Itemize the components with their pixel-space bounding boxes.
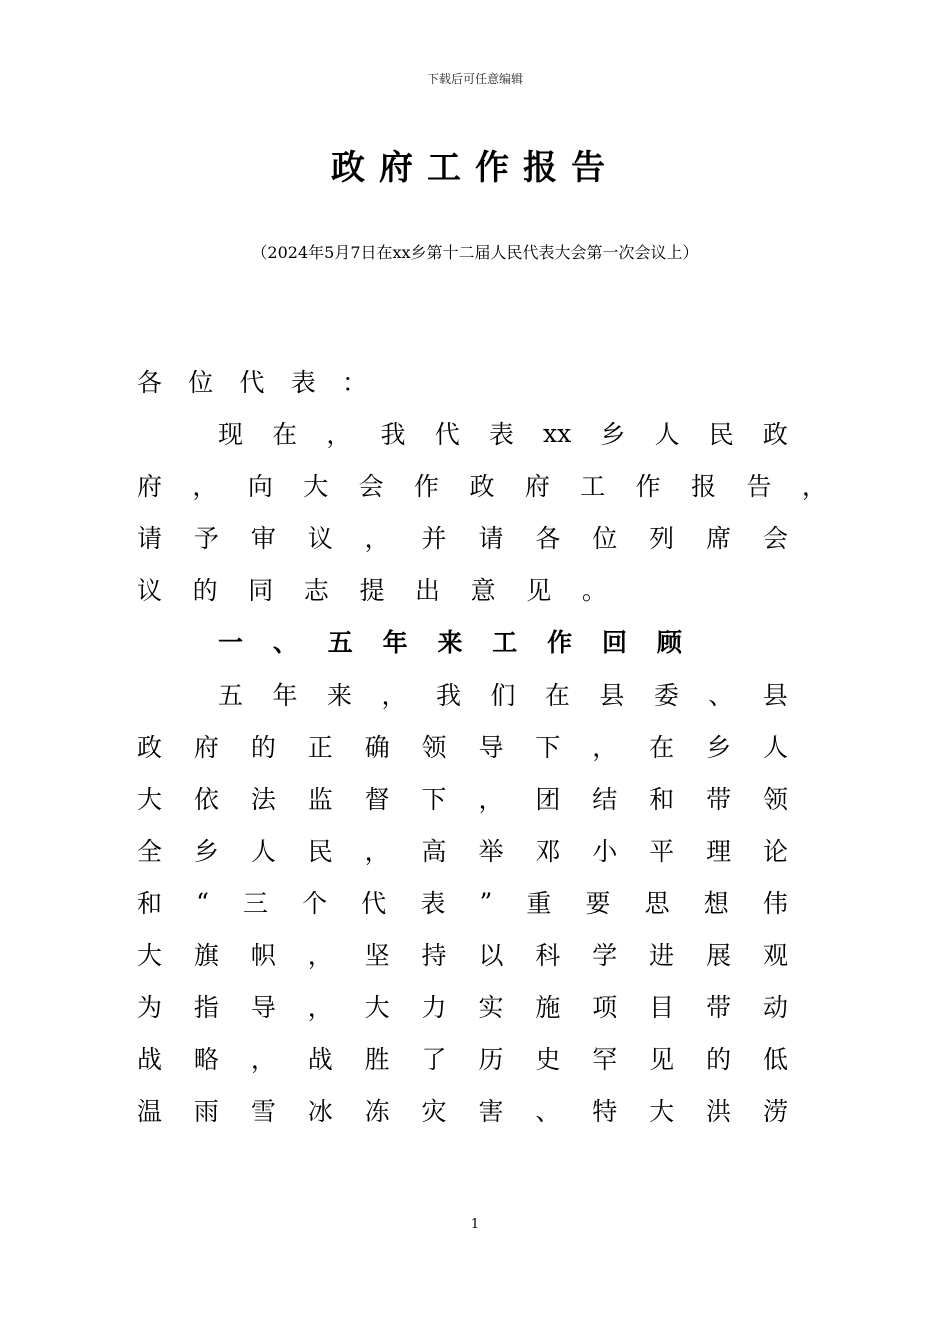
paragraph-line: 为 指 导 ， 大 力 实 施 项 目 带 动 [137,993,788,1022]
document-subtitle: （2024年5月7日在xx乡第十二届人民代表大会第一次会议上） [251,243,699,262]
paragraph-line: 和 “ 三 个 代 表 ” 重 要 思 想 伟 [137,887,788,918]
salutation: 各 位 代 表 ： [137,368,367,397]
paragraph-line: 战 略 ， 战 胜 了 历 史 罕 见 的 低 [137,1045,788,1074]
paragraph-line: 请 予 审 议 ， 并 请 各 位 列 席 会 [137,524,788,553]
paragraph-line: 府 ， 向 大 会 作 政 府 工 作 报 告 ， [137,472,827,501]
page-number: 1 [470,1217,480,1232]
paragraph-line: 大 依 法 监 督 下 ， 团 结 和 带 领 [137,785,788,814]
paragraph-line: 政 府 的 正 确 领 导 下 ， 在 乡 人 [137,733,788,762]
paragraph-line: 议 的 同 志 提 出 意 见 。 [137,576,607,605]
paragraph-line: 全 乡 人 民 ， 高 举 邓 小 平 理 论 [137,837,788,866]
section-heading: 一 、 五 年 来 工 作 回 顾 [218,628,682,657]
document-title: 政府工作报告 [331,148,619,188]
paragraph-line: 五 年 来 ， 我 们 在 县 委 、 县 [218,681,788,710]
paragraph-line: 温 雨 雪 冰 冻 灾 害 、 特 大 洪 涝 [137,1097,788,1126]
paragraph-line: 大 旗 帜 ， 坚 持 以 科 学 进 展 观 [137,941,788,970]
page-header: 下载后可任意编辑 [426,72,523,86]
paragraph-line: 现 在 ， 我 代 表 xx 乡 人 民 政 [218,418,788,449]
